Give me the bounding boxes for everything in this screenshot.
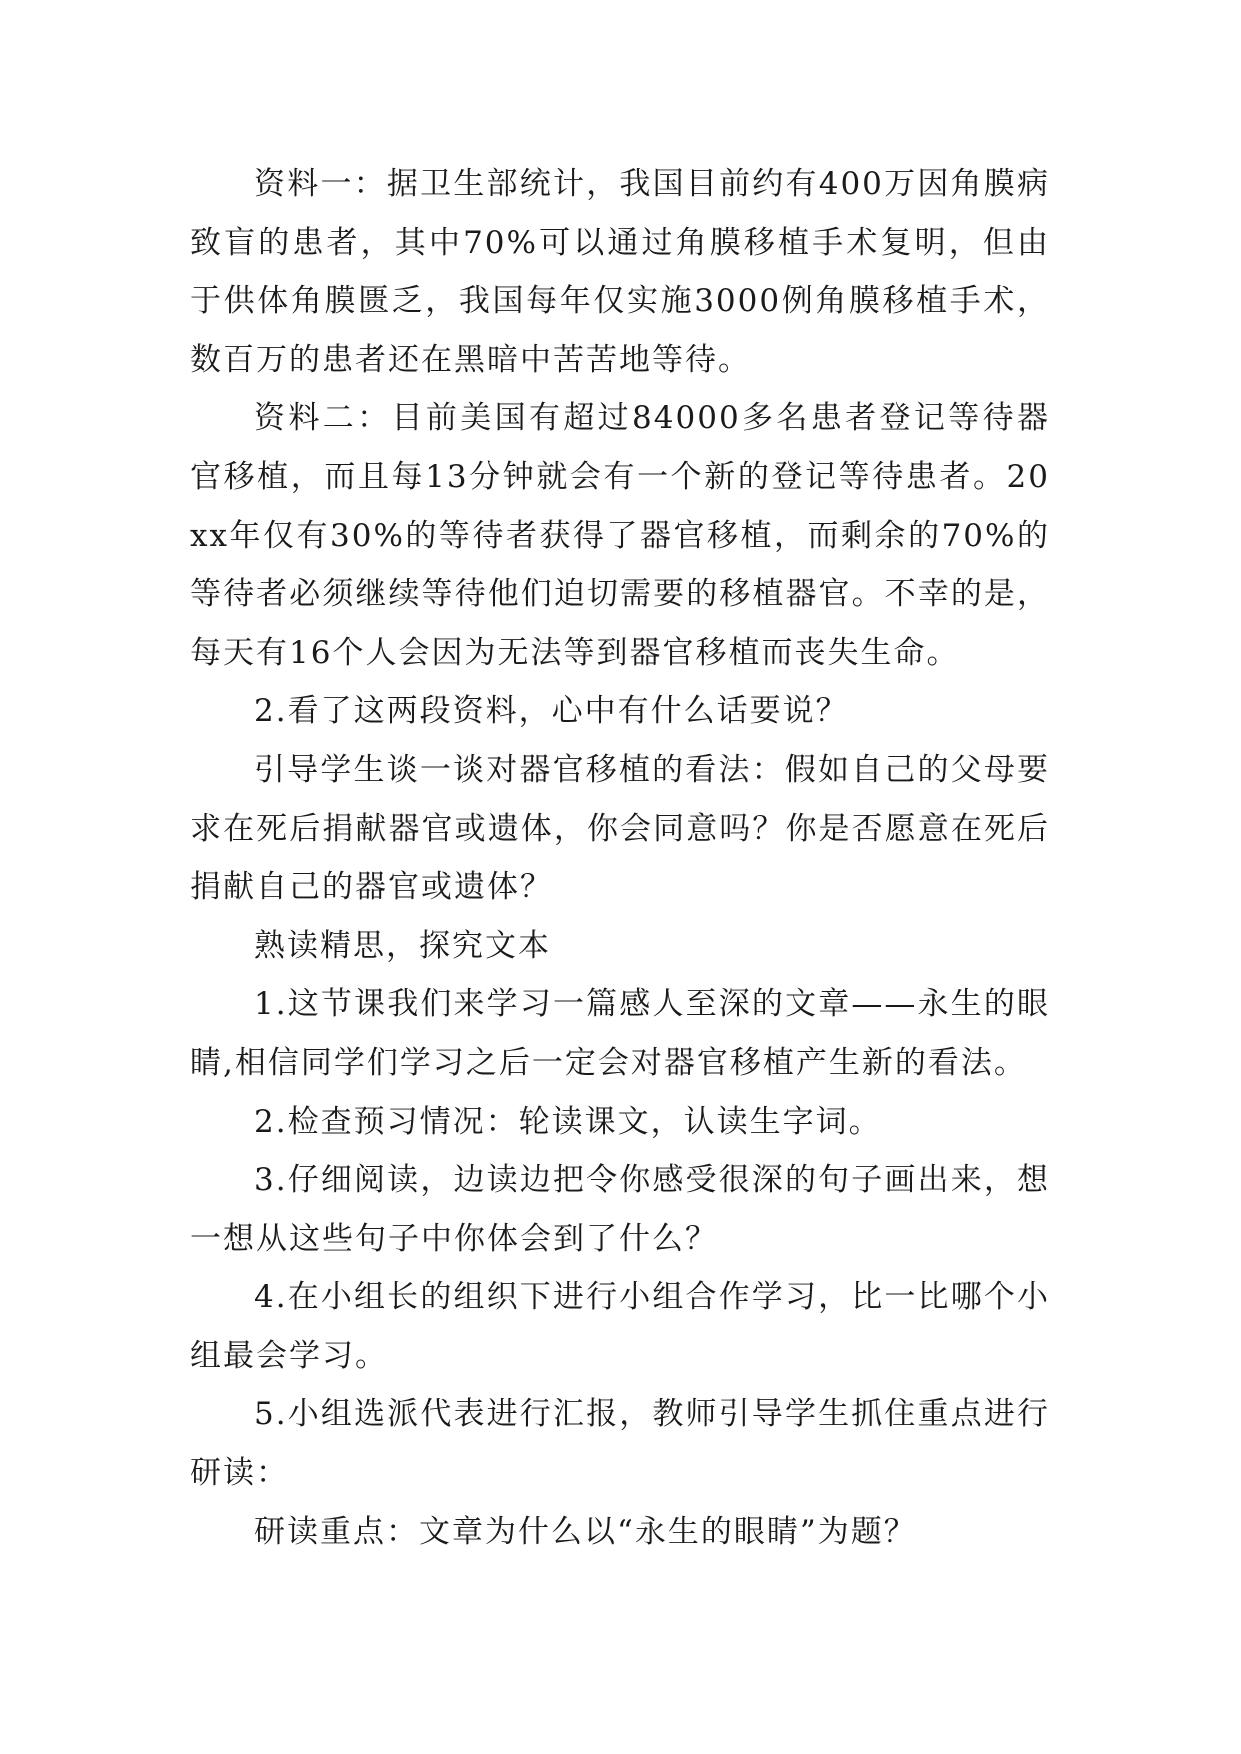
section-heading: 熟读精思，探究文本 xyxy=(254,927,551,964)
paragraph-question-2: 2.看了这两段资料，心中有什么话要说？ xyxy=(254,693,849,730)
paragraph-material-one: 资料一：据卫生部统计，我国目前约有400万因角膜病致盲的患者，其中70%可以通过角膜移植手术复明，但由于供体角膜匮乏，我国每年仅实施3000例角膜移植手术，数百万的患者还在黑暗中苦苦地等待。 xyxy=(190,166,1050,378)
paragraph-guidance: 引导学生谈一谈对器官移植的看法：假如自己的父母要求在死后捐献器官或遗体，你会同意吗？你是否愿意在死后捐献自己的器官或遗体？ xyxy=(190,751,1050,906)
paragraph-step-4: 4.在小组长的组织下进行小组合作学习，比一比哪个小组最会学习。 xyxy=(190,1279,1050,1374)
paragraph-step-2: 2.检查预习情况：轮读课文，认读生字词。 xyxy=(254,1103,882,1140)
paragraph-step-5: 5.小组选派代表进行汇报，教师引导学生抓住重点进行研读： xyxy=(190,1396,1050,1492)
paragraph-material-two: 资料二：目前美国有超过84000多名患者登记等待器官移植，而且每13分钟就会有一个新的登记等待患者。20xx年仅有30%的等待者获得了器官移植，而剩余的70%的等待者必须继续等待他们迫切需要的移植器官。不幸的是，每天有16个人会因为无法等到器官移植而丧失生命。 xyxy=(190,400,1050,671)
paragraph-step-1: 1.这节课我们来学习一篇感人至深的文章——永生的眼睛,相信同学们学习之后一定会对器官移植产生新的看法。 xyxy=(190,986,1050,1081)
paragraph-key-point: 研读重点：文章为什么以“永生的眼睛”为题？ xyxy=(254,1513,917,1550)
document-body xyxy=(190,155,1050,1561)
paragraph-step-3: 3.仔细阅读，边读边把令你感受很深的句子画出来，想一想从这些句子中你体会到了什么？ xyxy=(190,1162,1050,1257)
